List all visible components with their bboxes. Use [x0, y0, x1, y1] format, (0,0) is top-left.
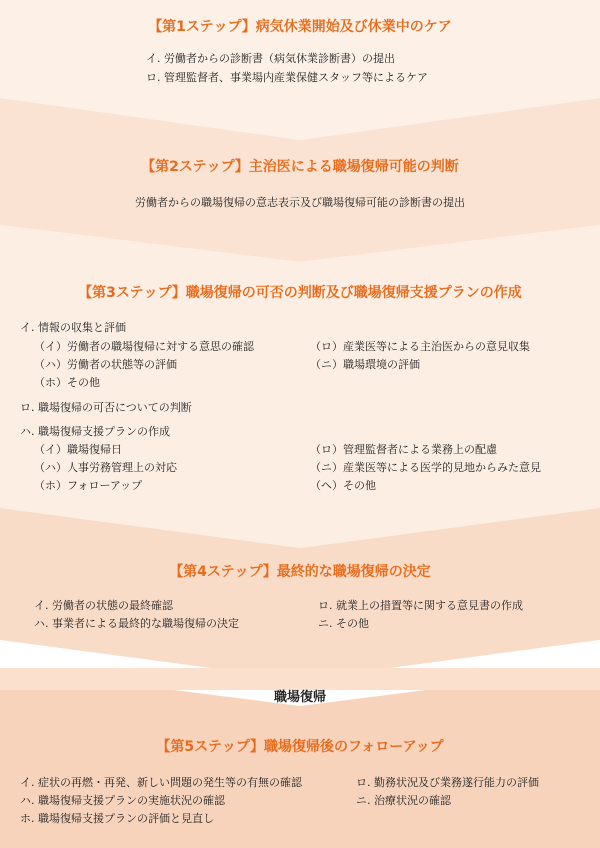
step5-item-4: ニ. 治療状況の確認	[356, 794, 451, 807]
step4-item-1: イ. 労働者の状態の最終確認	[34, 599, 173, 612]
step4-item-3: ハ. 事業者による最終的な職場復帰の決定	[34, 617, 239, 630]
step3-i-label: イ. 情報の収集と評価	[20, 321, 126, 334]
step3-ha-label: ハ. 職場復帰支援プランの作成	[20, 425, 170, 438]
step5-item-1: イ. 症状の再燃・再発、新しい問題の発生等の有無の確認	[20, 776, 302, 789]
step3-title: 【第3ステップ】職場復帰の可否の判断及び職場復帰支援プランの作成	[78, 285, 522, 301]
step3-ha-item-1: （イ）職場復帰日	[34, 443, 122, 456]
step5-item-3: ハ. 職場復帰支援プランの実施状況の確認	[20, 794, 225, 807]
step2-title: 【第2ステップ】主治医による職場復帰可能の判断	[141, 159, 459, 175]
step1-item-2: ロ. 管理監督者、事業場内産業保健スタッフ等によるケア	[146, 71, 428, 84]
step3-ha-item-2: （ロ）管理監督者による業務上の配慮	[310, 443, 497, 456]
step3-i-item-1: （イ）労働者の職場復帰に対する意思の確認	[34, 340, 254, 353]
step1-item-1: イ. 労働者からの診断書（病気休業診断書）の提出	[146, 52, 395, 65]
step3-ha-item-6: （ヘ）その他	[310, 479, 376, 492]
step5-item-2: ロ. 勤務状況及び業務遂行能力の評価	[356, 776, 539, 789]
step3-ro-label: ロ. 職場復帰の可否についての判断	[20, 401, 192, 414]
step4-item-4: ニ. その他	[318, 617, 369, 630]
step3-i-item-2: （ロ）産業医等による主治医からの意見収集	[310, 340, 530, 353]
step3-i-item-4: （ニ）職場環境の評価	[310, 358, 420, 371]
step3-i-item-3: （ハ）労働者の状態等の評価	[34, 358, 177, 371]
step3-ha-item-5: （ホ）フォローアップ	[34, 479, 143, 492]
step5-item-5: ホ. 職場復帰支援プランの評価と見直し	[20, 812, 214, 825]
step4-item-2: ロ. 就業上の措置等に関する意見書の作成	[318, 599, 523, 612]
step5-title: 【第5ステップ】職場復帰後のフォローアップ	[156, 739, 444, 755]
step2-text: 労働者からの職場復帰の意志表示及び職場復帰可能の診断書の提出	[135, 196, 465, 209]
return-to-work-label: 職場復帰	[273, 690, 326, 705]
step3-i-item-5: （ホ）その他	[34, 376, 100, 389]
step3-ha-item-4: （ニ）産業医等による医学的見地からみた意見	[310, 461, 541, 474]
step3-ha-item-3: （ハ）人事労務管理上の対応	[34, 461, 177, 474]
step4-title: 【第4ステップ】最終的な職場復帰の決定	[169, 564, 431, 580]
step1-title: 【第1ステップ】病気休業開始及び休業中のケア	[148, 19, 452, 35]
